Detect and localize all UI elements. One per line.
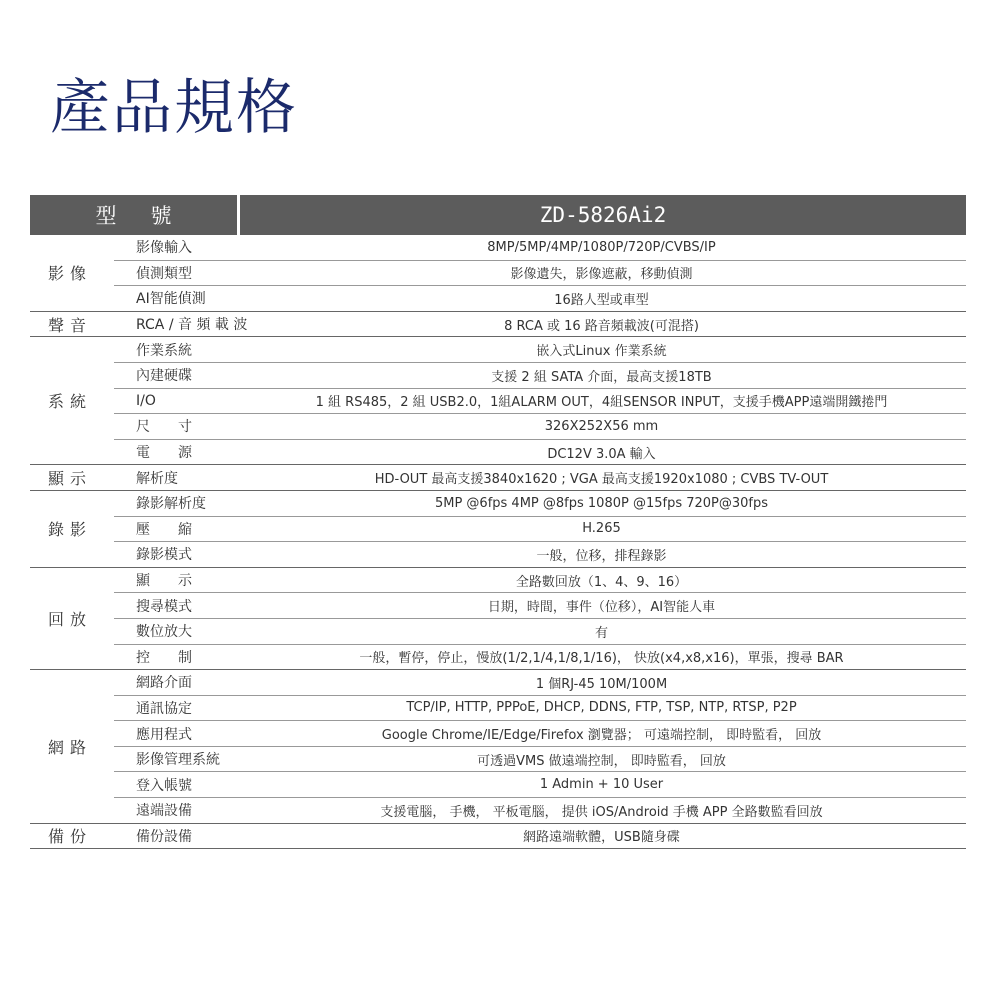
- group-rows: [114, 337, 966, 465]
- spec-row: [114, 772, 966, 798]
- group-label: 備份: [30, 824, 114, 850]
- spec-value: 1 個RJ-45 10M/100M: [535, 676, 668, 692]
- spec-value: 1 組 RS485，2 組 USB2.0，1組ALARM OUT，4組SENSOR INPUT，支援手機APP遠端開鐵捲門: [315, 395, 888, 411]
- spec-label: 顯 示: [136, 573, 192, 590]
- spec-value: TCP/IP, HTTP, PPPoE, DHCP, DDNS, FTP, TSP, NTP, RTSP, P2P: [406, 700, 797, 716]
- spec-row: [114, 337, 966, 363]
- spec-row: [114, 696, 966, 722]
- spec-value: 支援 2 組 SATA 介面，最高支援18TB: [491, 369, 712, 385]
- group-rows: [114, 491, 966, 568]
- group-label: 系統: [30, 337, 114, 465]
- spec-value: 可透過VMS 做遠端控制， 即時監看， 回放: [477, 753, 726, 769]
- spec-label: AI智能偵測: [136, 291, 206, 308]
- spec-value: 326X252X56 mm: [544, 418, 659, 434]
- spec-label: 搜尋模式: [136, 598, 192, 615]
- spec-group: [30, 312, 966, 338]
- spec-label: 作業系統: [136, 342, 192, 359]
- spec-value: 影像遺失，影像遮蔽，移動偵測: [510, 267, 693, 283]
- spec-group: [30, 337, 966, 465]
- spec-value: Google Chrome/IE/Edge/Firefox 瀏覽器； 可遠端控制， 即時監看， 回放: [381, 728, 822, 744]
- spec-label: 解析度: [136, 470, 178, 487]
- spec-label: 登入帳號: [136, 777, 192, 794]
- spec-label: 錄影解析度: [136, 496, 206, 513]
- model-number: ZD-5826Ai2: [539, 203, 667, 227]
- spec-value: H.265: [582, 521, 621, 537]
- spec-label: 偵測類型: [136, 265, 192, 282]
- spec-row: [114, 465, 966, 491]
- spec-row: [114, 517, 966, 543]
- group-rows: [114, 235, 966, 312]
- spec-group: [30, 235, 966, 312]
- spec-row: [114, 747, 966, 773]
- spec-group: [30, 824, 966, 850]
- spec-label: 尺 寸: [136, 419, 192, 436]
- spec-row: [114, 645, 966, 671]
- spec-value: 16路人型或車型: [554, 292, 649, 308]
- spec-label: 影像管理系統: [136, 752, 220, 769]
- spec-label: 通訊協定: [136, 700, 192, 717]
- table-header: [30, 195, 966, 235]
- spec-group: [30, 568, 966, 670]
- spec-label: I/O: [136, 392, 156, 409]
- spec-value: 支援電腦， 手機， 平板電腦， 提供 iOS/Android 手機 APP 全路數監看回放: [380, 804, 823, 820]
- model-header-label: 型號: [95, 204, 206, 228]
- spec-value: 5MP @6fps 4MP @8fps 1080P @15fps 720P@30fps: [434, 495, 769, 511]
- group-rows: [114, 670, 966, 824]
- spec-group: [30, 465, 966, 491]
- spec-row: [114, 440, 966, 466]
- spec-row: [114, 542, 966, 568]
- group-rows: [114, 568, 966, 670]
- spec-value: 有: [594, 625, 608, 641]
- spec-row: [114, 824, 966, 850]
- spec-row: [114, 389, 966, 415]
- spec-value: 嵌入式Linux 作業系統: [536, 344, 667, 360]
- spec-groups: [30, 235, 966, 849]
- spec-table: [30, 195, 966, 849]
- spec-row: [114, 593, 966, 619]
- spec-row: [114, 286, 966, 312]
- spec-row: [114, 721, 966, 747]
- spec-label: 數位放大: [136, 624, 192, 641]
- spec-label: 壓 縮: [136, 521, 192, 538]
- spec-row: [114, 414, 966, 440]
- spec-value: 8 RCA 或 16 路音頻載波(可混搭): [504, 318, 699, 334]
- group-rows: [114, 465, 966, 491]
- spec-value: HD-OUT 最高支援3840x1620 ; VGA 最高支援1920x1080 ; CVBS TV-OUT: [374, 472, 829, 488]
- group-rows: [114, 312, 966, 338]
- spec-row: [114, 363, 966, 389]
- spec-row: [114, 235, 966, 261]
- spec-row: [114, 261, 966, 287]
- group-label: 錄影: [30, 491, 114, 568]
- spec-label: 電 源: [136, 445, 192, 462]
- group-label: 顯示: [30, 465, 114, 491]
- spec-label: 應用程式: [136, 726, 192, 743]
- spec-row: [114, 670, 966, 696]
- spec-label: 網路介面: [136, 675, 192, 692]
- spec-row: [114, 312, 966, 338]
- spec-row: [114, 491, 966, 517]
- spec-row: [114, 619, 966, 645]
- spec-value: 日期，時間，事件（位移），AI智能人車: [487, 600, 716, 616]
- spec-value: 網路遠端軟體，USB隨身碟: [523, 830, 680, 846]
- spec-label: 控 制: [136, 649, 192, 666]
- spec-row: [114, 568, 966, 594]
- spec-value: DC12V 3.0A 輸入: [547, 446, 656, 462]
- spec-value: 8MP/5MP/4MP/1080P/720P/CVBS/IP: [487, 239, 716, 255]
- spec-value: 全路數回放（1、4、9、16）: [515, 574, 688, 590]
- group-label: 聲音: [30, 312, 114, 338]
- group-label: 網路: [30, 670, 114, 824]
- group-label: 影像: [30, 235, 114, 312]
- spec-label: 影像輸入: [136, 240, 192, 257]
- spec-value: 1 Admin + 10 User: [539, 777, 664, 793]
- spec-value: 一般，暫停，停止，慢放(1/2,1/4,1/8,1/16)， 快放(x4,x8,x16)，單張，搜尋 BAR: [359, 651, 844, 667]
- page-title: 產品規格: [50, 73, 298, 143]
- spec-label: RCA / 音 頻 載 波: [136, 317, 248, 334]
- spec-row: [114, 798, 966, 824]
- spec-value: 一般，位移，排程錄影: [536, 548, 667, 564]
- spec-label: 備份設備: [136, 828, 192, 845]
- spec-group: [30, 491, 966, 568]
- spec-label: 遠端設備: [136, 803, 192, 820]
- group-rows: [114, 824, 966, 850]
- group-label: 回放: [30, 568, 114, 670]
- spec-label: 錄影模式: [136, 547, 192, 564]
- spec-group: [30, 670, 966, 824]
- spec-label: 內建硬碟: [136, 368, 192, 385]
